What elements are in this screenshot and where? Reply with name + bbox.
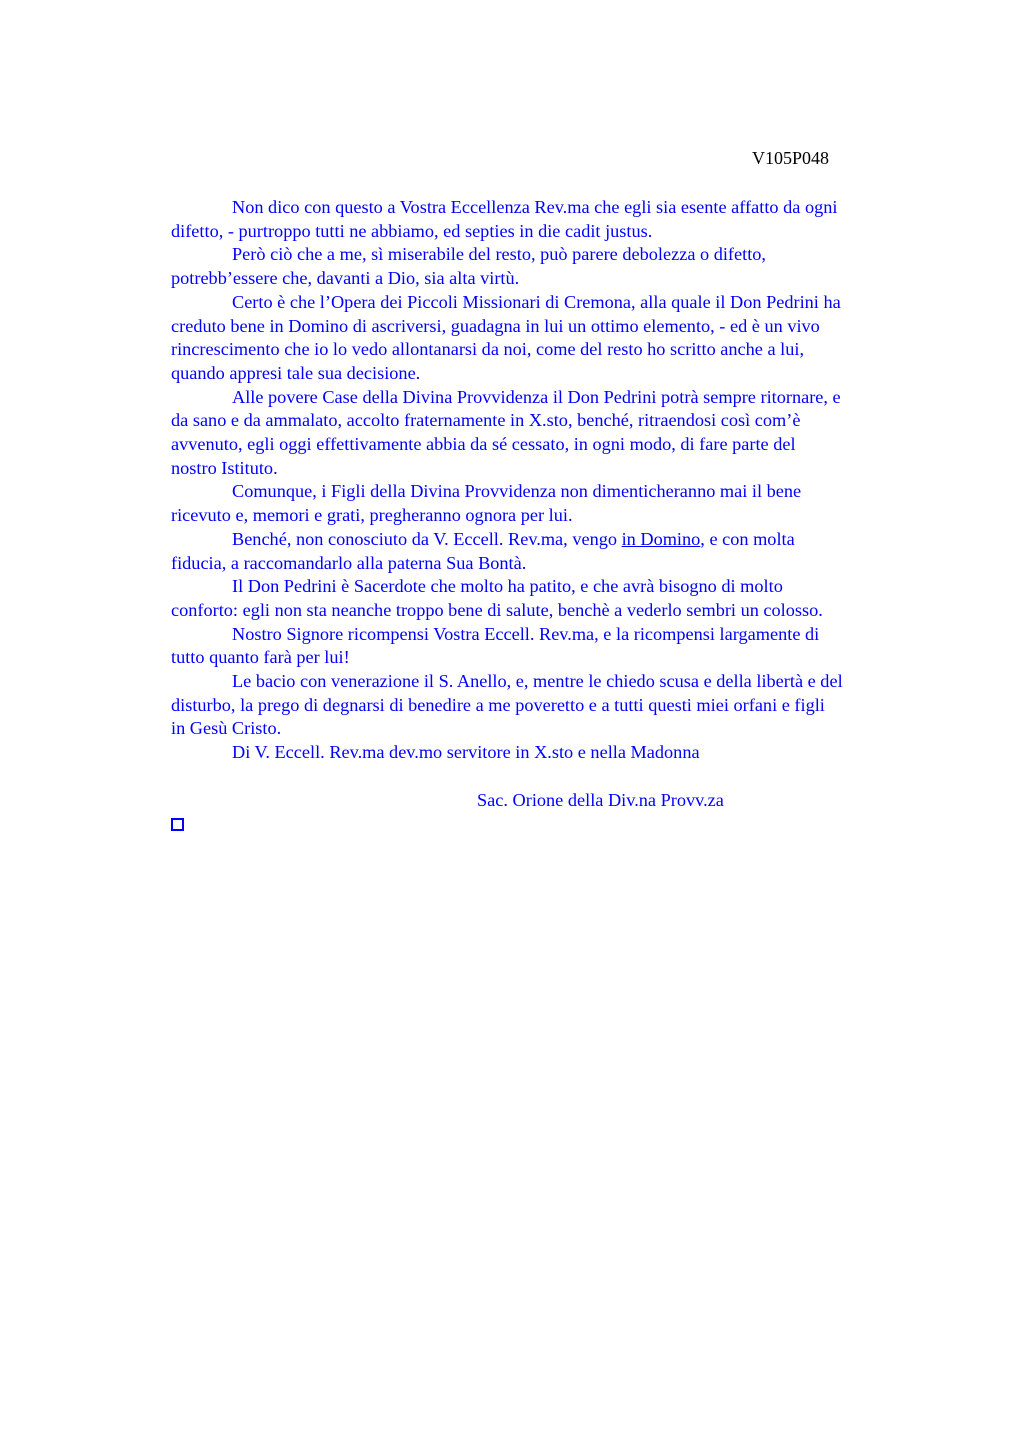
line: Alle povere Case della Divina Provvidenza il Don Pedrini potrà sempre ritornare, e — [232, 386, 841, 407]
line: potrebb’essere che, davanti a Dio, sia alta virtù. — [171, 268, 520, 289]
line: nostro Istituto. — [171, 457, 278, 478]
line: fiducia, a raccomandarlo alla paterna Sua Bontà. — [171, 552, 527, 573]
paragraph-10 — [171, 741, 927, 765]
line: da sano e da ammalato, accolto fraternamente in X.sto, benché, ritraendosi così com’è — [171, 410, 801, 431]
signature: Sac. Orione della Div.na Provv.za — [477, 789, 724, 810]
line: Nostro Signore ricompensi Vostra Eccell. Rev.ma, e la ricompensi largamente di — [232, 623, 820, 644]
line: Non dico con questo a Vostra Eccellenza Rev.ma che egli sia esente affatto da ogni — [232, 197, 838, 217]
paragraph-6 — [171, 528, 927, 575]
paragraph-8 — [171, 623, 927, 670]
line: quando appresi tale sua decisione. — [171, 362, 421, 383]
line: ricevuto e, memori e grati, pregheranno ognora per lui. — [171, 505, 573, 526]
paragraph-7 — [171, 575, 927, 622]
line: Il Don Pedrini è Sacerdote che molto ha patito, e che avrà bisogno di molto — [232, 576, 783, 597]
line: Le bacio con venerazione il S. Anello, e, mentre le chiedo scusa e della libertà e del — [232, 671, 843, 692]
line: Di V. Eccell. Rev.ma dev.mo servitore in X.sto e nella Madonna — [232, 742, 700, 763]
letter-body — [171, 196, 927, 831]
line: Benché, non conosciuto da V. Eccell. Rev.ma, vengo — [232, 528, 622, 549]
line: avvenuto, egli oggi effettivamente abbia da sé cessato, in ogni modo, di fare parte del — [171, 434, 796, 455]
line: Però ciò che a me, sì miserabile del resto, può parere debolezza o difetto, — [232, 244, 767, 265]
line: difetto, - purtroppo tutti ne abbiamo, ed septies in die cadit justus. — [171, 220, 653, 241]
paragraph-9 — [171, 670, 927, 741]
paragraph-1 — [171, 196, 927, 243]
line: tutto quanto farà per lui! — [171, 647, 350, 668]
line: in Gesù Cristo. — [171, 718, 282, 739]
line: Comunque, i Figli della Divina Provvidenza non dimenticheranno mai il bene — [232, 481, 802, 502]
line: conforto: egli non sta neanche troppo bene di salute, benchè a vederlo sembri un colosso. — [171, 599, 823, 620]
line: , e con molta — [700, 528, 795, 549]
line: creduto bene in Domino di ascriversi, guadagna in lui un ottimo elemento, - ed è un vivo — [171, 315, 820, 336]
paragraph-4 — [171, 386, 927, 481]
line: rincrescimento che io lo vedo allontanarsi da noi, come del resto ho scritto anche a lui, — [171, 339, 805, 360]
page-identifier: V105P048 — [752, 148, 830, 168]
paragraph-2 — [171, 243, 927, 290]
square-box-icon — [171, 818, 184, 831]
paragraph-3 — [171, 291, 927, 386]
paragraph-5 — [171, 480, 927, 527]
underlined-phrase: in Domino — [621, 528, 701, 549]
line: disturbo, la prego di degnarsi di benedire a me poveretto e a tutti questi miei orfani e figli — [171, 694, 825, 715]
line: Certo è che l’Opera dei Piccoli Missionari di Cremona, alla quale il Don Pedrini ha — [232, 291, 841, 312]
